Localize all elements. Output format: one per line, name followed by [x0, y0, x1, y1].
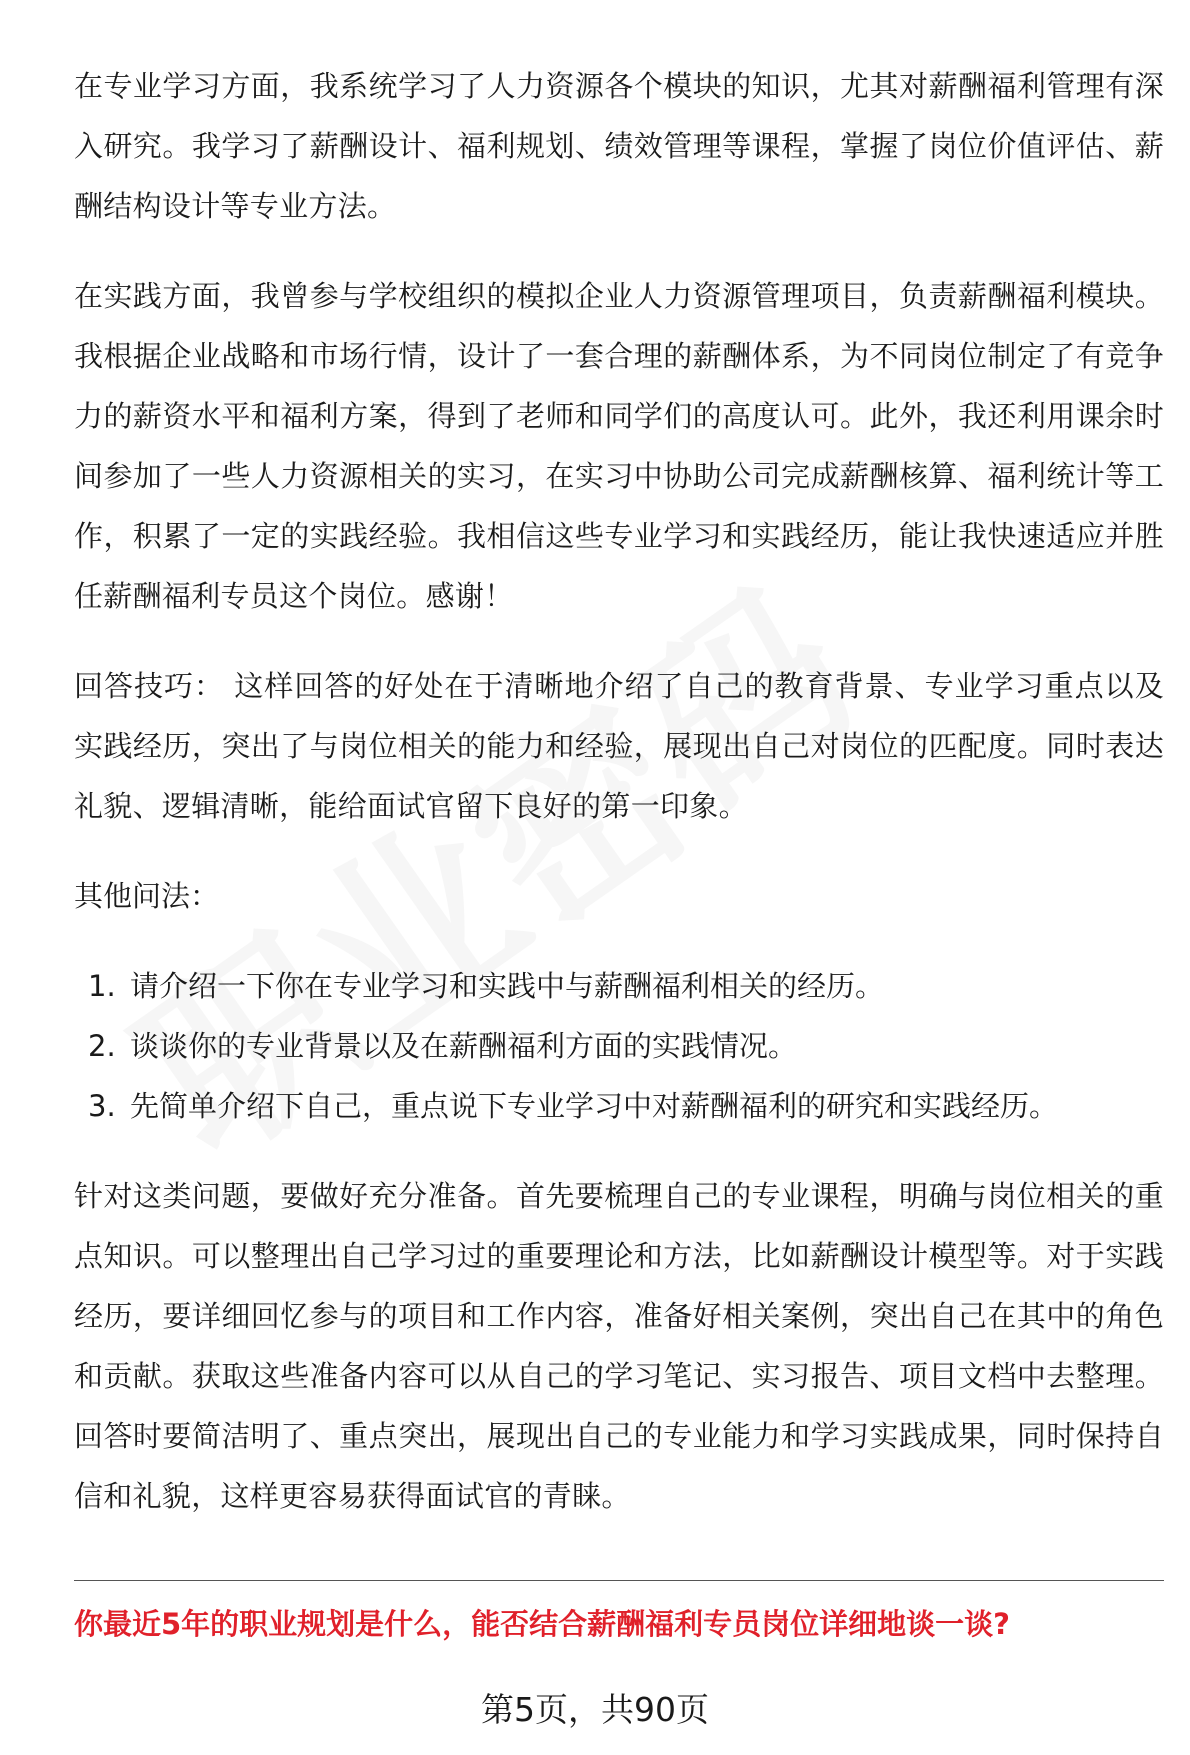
list-item — [74, 1016, 1164, 1076]
list-item-text: 谈谈你的专业背景以及在薪酬福利方面的实践情况。 — [130, 1029, 798, 1063]
section-divider — [74, 1580, 1164, 1581]
paragraph-professional-study: 在专业学习方面，我系统学习了人力资源各个模块的知识，尤其对薪酬福利管理有深入研究。我学习了薪酬设计、福利规划、绩效管理等课程，掌握了岗位价值评估、薪酬结构设计等专业方法。 — [74, 69, 1164, 223]
list-item-text: 先简单介绍下自己，重点说下专业学习中对薪酬福利的研究和实践经历。 — [130, 1089, 1059, 1123]
page-number: 第5页，共90页 — [481, 1690, 709, 1729]
paragraph-practice: 在实践方面，我曾参与学校组织的模拟企业人力资源管理项目，负责薪酬福利模块。我根据企业战略和市场行情，设计了一套合理的薪酬体系，为不同岗位制定了有竞争力的薪资水平和福利方案，得到了老师和同学们的高度认可。此外，我还利用课余时间参加了一些人力资源相关的实习，在实习中协助公司完成薪酬核算、福利统计等工作，积累了一定的实践经验。我相信这些专业学习和实践经历，能让我快速适应并胜任薪酬福利专员这个岗位。感谢！ — [74, 279, 1164, 613]
list-item-number: 2. — [88, 1029, 116, 1063]
list-item-number: 1. — [88, 969, 116, 1003]
list-item-number: 3. — [88, 1089, 116, 1123]
list-item-text: 请介绍一下你在专业学习和实践中与薪酬福利相关的经历。 — [130, 969, 885, 1003]
other-questions-label: 其他问法： — [74, 879, 220, 913]
other-questions-list — [74, 956, 1164, 1136]
next-question-heading: 你最近5年的职业规划是什么，能否结合薪酬福利专员岗位详细地谈一谈? — [74, 1607, 1011, 1641]
list-item — [74, 1076, 1164, 1136]
paragraph-answer-tips: 回答技巧： 这样回答的好处在于清晰地介绍了自己的教育背景、专业学习重点以及实践经历，突出了与岗位相关的能力和经验，展现出自己对岗位的匹配度。同时表达礼貌、逻辑清晰，能给面试官留下良好的第一印象。 — [74, 669, 1164, 823]
paragraph-preparation: 针对这类问题，要做好充分准备。首先要梳理自己的专业课程，明确与岗位相关的重点知识。可以整理出自己学习过的重要理论和方法，比如薪酬设计模型等。对于实践经历，要详细回忆参与的项目和工作内容，准备好相关案例，突出自己在其中的角色和贡献。获取这些准备内容可以从自己的学习笔记、实习报告、项目文档中去整理。回答时要简洁明了、重点突出，展现出自己的专业能力和学习实践成果，同时保持自信和礼貌，这样更容易获得面试官的青睐。 — [74, 1179, 1164, 1513]
list-item — [74, 956, 1164, 1016]
main-content — [74, 56, 1164, 1556]
